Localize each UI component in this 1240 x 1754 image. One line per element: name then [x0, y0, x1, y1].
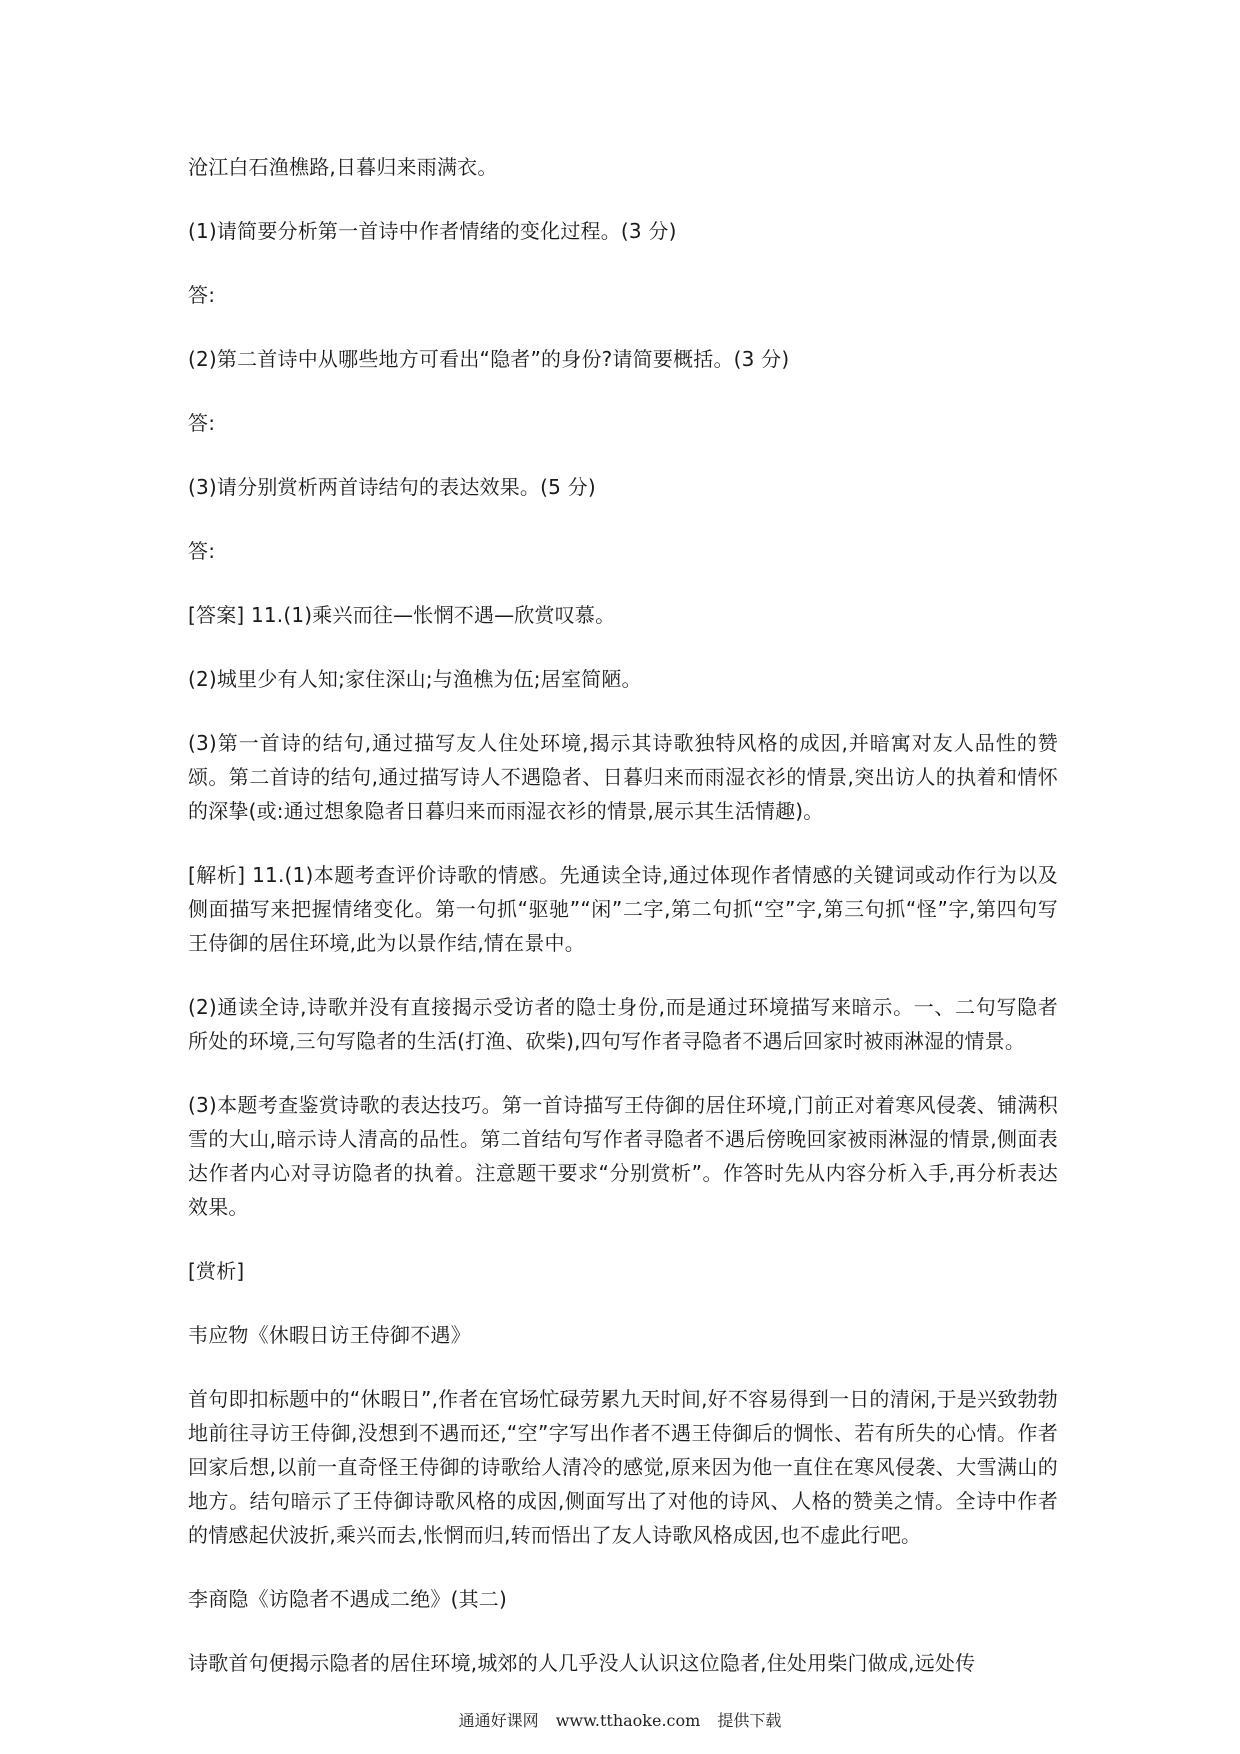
poem-title-1: 韦应物《休暇日访王侍御不遇》 [188, 1323, 471, 1347]
poem-line: 沧江白石渔樵路,日暮归来雨满衣。 [188, 155, 498, 179]
analysis-3: (3)本题考查鉴赏诗歌的表达技巧。第一首诗描写王侍御的居住环境,门前正对着寒风侵袭、铺满积雪的大山,暗示诗人清高的品性。第二首结句写作者寻隐者不遇后傍晚回家被雨淋湿的情景,侧面表达作者内心对寻访隐者的执着。注意题干要求“分别赏析”。作答时先从内容分析入手,再分析表达效果。 [188, 1093, 1058, 1219]
footer-url[interactable]: www.tthaoke.com [555, 1711, 701, 1730]
poem-title-2: 李商隐《访隐者不遇成二绝》(其二) [188, 1587, 508, 1611]
question-1: (1)请简要分析第一首诗中作者情绪的变化过程。(3 分) [188, 219, 677, 243]
footer-suffix: 提供下载 [717, 1711, 782, 1730]
page-footer [0, 1708, 1240, 1731]
answer-key-2: (2)城里少有人知;家住深山;与渔樵为伍;居室简陋。 [188, 667, 642, 691]
appreciation-text-1: 首句即扣标题中的“休暇日”,作者在官场忙碌劳累九天时间,好不容易得到一日的清闲,于是兴致勃勃地前往寻访王侍御,没想到不遇而还,“空”字写出作者不遇王侍御后的惆怅、若有所失的心情。作者回家后想,以前一直奇怪王侍御的诗歌给人清冷的感觉,原来因为他一直住在寒风侵袭、大雪满山的地方。结句暗示了王侍御诗歌风格的成因,侧面写出了对他的诗风、人格的赞美之情。全诗中作者的情感起伏波折,乘兴而去,怅惘而归,转而悟出了友人诗歌风格成因,也不虚此行吧。 [188, 1387, 1058, 1547]
document-body [188, 150, 1058, 1710]
appreciation-heading: [赏析] [188, 1259, 245, 1283]
analysis-2: (2)通读全诗,诗歌并没有直接揭示受访者的隐士身份,而是通过环境描写来暗示。一、二句写隐者所处的环境,三句写隐者的生活(打渔、砍柴),四句写作者寻隐者不遇后回家时被雨淋湿的情景。 [188, 995, 1058, 1053]
analysis-1: [解析] 11.(1)本题考查评价诗歌的情感。先通读全诗,通过体现作者情感的关键词或动作行为以及侧面描写来把握情绪变化。第一句抓“驱驰”“闲”二字,第二句抓“空”字,第三句抓“怪”字,第四句写王侍御的居住环境,此为以景作结,情在景中。 [188, 863, 1058, 955]
question-2: (2)第二首诗中从哪些地方可看出“隐者”的身份?请简要概括。(3 分) [188, 347, 790, 371]
answer-label-1: 答: [188, 283, 216, 307]
footer-site-name: 通通好课网 [458, 1711, 539, 1730]
answer-label-3: 答: [188, 539, 216, 563]
answer-key-1: [答案] 11.(1)乘兴而往—怅惘不遇—欣赏叹慕。 [188, 603, 616, 627]
appreciation-text-2: 诗歌首句便揭示隐者的居住环境,城郊的人几乎没人认识这位隐者,住处用柴门做成,远处传 [188, 1651, 976, 1675]
question-3: (3)请分别赏析两首诗结句的表达效果。(5 分) [188, 475, 596, 499]
answer-key-3: (3)第一首诗的结句,通过描写友人住处环境,揭示其诗歌独特风格的成因,并暗寓对友人品性的赞颂。第二首诗的结句,通过描写诗人不遇隐者、日暮归来而雨湿衣衫的情景,突出访人的执着和情怀的深挚(或:通过想象隐者日暮归来而雨湿衣衫的情景,展示其生活情趣)。 [188, 731, 1058, 823]
answer-label-2: 答: [188, 411, 216, 435]
